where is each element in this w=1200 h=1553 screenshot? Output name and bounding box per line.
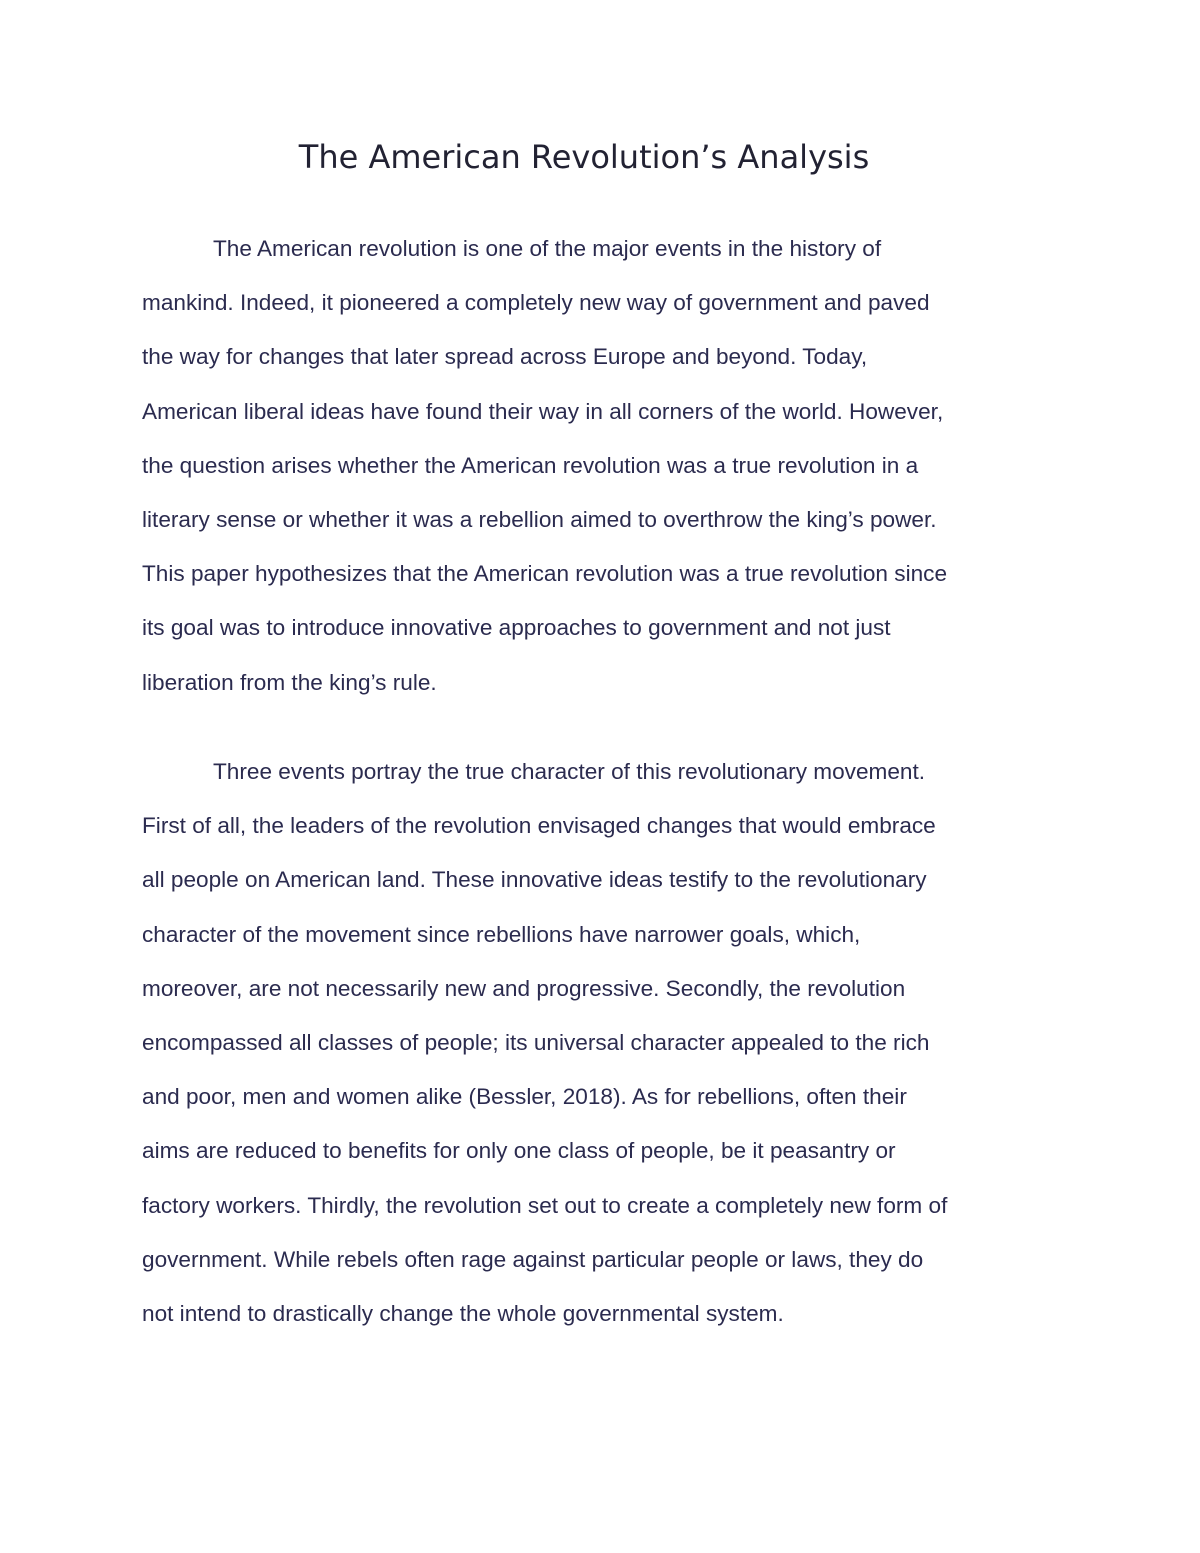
text-line: its goal was to introduce innovative approaches to government and not just — [142, 615, 891, 641]
text-line: moreover, are not necessarily new and progressive. Secondly, the revolution — [142, 975, 906, 1001]
text-line: literary sense or whether it was a rebellion aimed to overthrow the king’s power. — [142, 506, 937, 532]
text-line: Three events portray the true character of this revolutionary movement. — [213, 759, 926, 784]
text-line: all people on American land. These innovative ideas testify to the revolutionary — [142, 867, 927, 893]
paragraph-three-events — [142, 745, 1082, 1341]
document-title: The American Revolution’s Analysis — [298, 138, 870, 176]
text-line: The American revolution is one of the major events in the history of — [213, 236, 882, 261]
text-line: the way for changes that later spread across Europe and beyond. Today, — [142, 344, 868, 370]
text-line: liberation from the king’s rule. — [142, 669, 437, 695]
text-line: mankind. Indeed, it pioneered a completely new way of government and paved — [142, 290, 930, 316]
text-line: character of the movement since rebellions have narrower goals, which, — [142, 921, 861, 947]
text-line: aims are reduced to benefits for only one class of people, be it peasantry or — [142, 1138, 896, 1164]
paragraph-introduction — [142, 222, 1082, 710]
text-line: the question arises whether the American revolution was a true revolution in a — [142, 452, 919, 478]
text-line: not intend to drastically change the whole governmental system. — [142, 1300, 784, 1326]
text-line: This paper hypothesizes that the American revolution was a true revolution since — [142, 561, 948, 587]
text-line: and poor, men and women alike (Bessler, 2018). As for rebellions, often their — [142, 1084, 907, 1110]
text-line: factory workers. Thirdly, the revolution set out to create a completely new form of — [142, 1192, 948, 1218]
text-line: American liberal ideas have found their way in all corners of the world. However, — [142, 398, 944, 424]
text-line: government. While rebels often rage against particular people or laws, they do — [142, 1246, 924, 1272]
text-line: First of all, the leaders of the revolution envisaged changes that would embrace — [142, 813, 936, 839]
text-line: encompassed all classes of people; its universal character appealed to the rich — [142, 1029, 930, 1055]
